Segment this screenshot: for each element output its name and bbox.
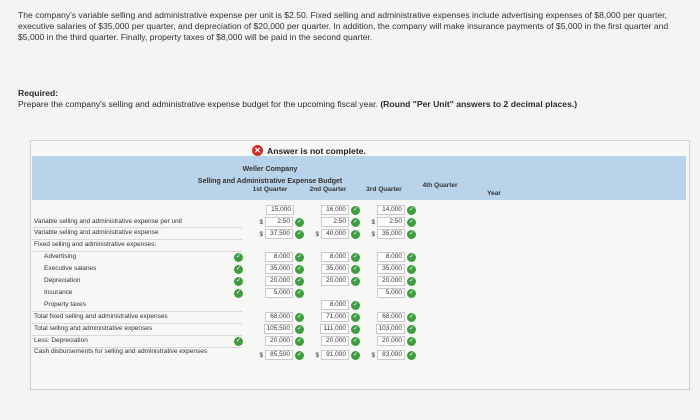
total-q2[interactable]: 111,000 ✓ [300, 324, 360, 334]
check-icon: ✓ [408, 289, 415, 296]
check-icon: ✓ [352, 230, 359, 237]
required-section [18, 88, 683, 110]
units-q1[interactable]: 15,000 [244, 205, 294, 215]
check-icon: ✓ [408, 277, 415, 284]
check-icon: ✓ [352, 277, 359, 284]
col-q2: 2nd Quarter [309, 186, 347, 193]
check-icon: ✓ [408, 206, 415, 213]
row-label-var-exp: Variable selling and administrative expense [34, 229, 159, 236]
units-q3[interactable]: 14,000 ✓ [358, 205, 416, 215]
row-label-fixed-header: Fixed selling and administrative expenses: [34, 241, 157, 248]
depreciation-q2[interactable]: 20,000 ✓ [300, 276, 360, 286]
row-label-property: Property taxes [44, 301, 86, 308]
check-icon: ✓ [296, 253, 303, 260]
check-icon: ✓ [352, 206, 359, 213]
cash-q2[interactable]: $ 91,000 ✓ [315, 351, 359, 359]
row-label-insurance: Insurance [44, 289, 73, 296]
row-label-less-dep: Less: Depreciation [34, 337, 88, 344]
check-icon: ✓ [296, 265, 303, 272]
total-q1[interactable]: 105,500 ✓ [244, 324, 304, 334]
depreciation-q3[interactable]: 20,000 ✓ [358, 276, 416, 286]
less-dep-q3[interactable]: 20,000 ✓ [358, 336, 416, 346]
property-q2[interactable]: 8,000 ✓ [300, 300, 360, 310]
less-dep-q2[interactable]: 20,000 ✓ [300, 336, 360, 346]
answer-status: ✕ Answer is not complete. [252, 145, 366, 156]
col-q1: 1st Quarter [252, 186, 288, 193]
insurance-q3[interactable]: 5,000 ✓ [358, 288, 416, 298]
check-icon: ✓ [408, 253, 415, 260]
row-label-salaries: Executive salaries [44, 265, 97, 272]
row-label-total-fixed: Total fixed selling and administrative expenses [34, 313, 168, 320]
total-fixed-q2[interactable]: 71,000 ✓ [300, 312, 360, 322]
row-label-depreciation: Depreciation [44, 277, 81, 284]
check-icon: ✓ [352, 218, 359, 225]
check-icon: ✓ [296, 218, 303, 225]
check-icon: ✓ [408, 230, 415, 237]
check-icon: ✓ [408, 351, 415, 358]
check-icon: ✓ [352, 265, 359, 272]
check-icon: ✓ [296, 230, 303, 237]
advertising-q3[interactable]: 8,000 ✓ [358, 252, 416, 262]
var-rate-q2[interactable]: 2.50 ✓ [300, 217, 360, 227]
check-icon: ✓ [408, 337, 415, 344]
row-check-icon: ✓ [235, 278, 242, 284]
problem-statement: The company's variable selling and administrative expense per unit is $2.50. Fixed selling and administrative expenses include advertising expenses of $8,000 per quarter, executive salaries of $35,000 per quarter, and depreciation of $20,000 per quarter. In addition, the company will make insurance payments of $5,000 in the first quarter and $5,000 in the third quarter. Finally, property taxes of $8,000 will be paid in the second quarter. [18, 10, 669, 42]
check-icon: ✓ [352, 351, 359, 358]
units-q2[interactable]: 16,000 ✓ [300, 205, 360, 215]
total-fixed-q1[interactable]: 68,000 ✓ [244, 312, 304, 322]
col-year: Year [487, 190, 501, 197]
check-icon: ✓ [352, 301, 359, 308]
required-text: Prepare the company's selling and administrative expense budget for the upcoming fiscal year. (Round "Per Unit" answers to 2 decimal places.) [18, 99, 578, 109]
var-exp-q2[interactable]: $ 40,000 ✓ [315, 230, 359, 238]
salaries-q1[interactable]: 35,000 ✓ [244, 264, 304, 274]
check-icon: ✓ [408, 325, 415, 332]
col-q3: 3rd Quarter [366, 186, 402, 193]
row-check-icon: ✓ [235, 290, 242, 296]
check-icon: ✓ [296, 325, 303, 332]
salaries-q3[interactable]: 35,000 ✓ [358, 264, 416, 274]
check-icon: ✓ [296, 337, 303, 344]
required-title: Required: [18, 88, 59, 98]
check-icon: ✓ [296, 277, 303, 284]
error-x-icon: ✕ [252, 145, 263, 156]
total-q3[interactable]: 103,000 ✓ [358, 324, 416, 334]
company-name: Weller Company [242, 166, 298, 173]
row-check-icon: ✓ [235, 338, 242, 344]
salaries-q2[interactable]: 35,000 ✓ [300, 264, 360, 274]
var-exp-q3[interactable]: $ 35,000 ✓ [371, 230, 415, 238]
var-rate-q1[interactable]: $ 2.50 ✓ [259, 218, 303, 226]
check-icon: ✓ [352, 325, 359, 332]
budget-title: Selling and Administrative Expense Budget [197, 178, 343, 185]
less-dep-q1[interactable]: 20,000 ✓ [244, 336, 304, 346]
var-exp-q1[interactable]: $ 37,500 ✓ [259, 230, 303, 238]
row-label-advertising: Advertising [44, 253, 77, 260]
check-icon: ✓ [352, 253, 359, 260]
var-rate-q3[interactable]: $ 2.50 ✓ [371, 218, 415, 226]
check-icon: ✓ [296, 289, 303, 296]
check-icon: ✓ [408, 313, 415, 320]
check-icon: ✓ [352, 313, 359, 320]
check-icon: ✓ [296, 313, 303, 320]
total-fixed-q3[interactable]: 68,000 ✓ [358, 312, 416, 322]
insurance-q1[interactable]: 5,000 ✓ [244, 288, 304, 298]
row-label-cash: Cash disbursements for selling and administrative expenses [34, 348, 208, 355]
check-icon: ✓ [352, 337, 359, 344]
row-check-icon: ✓ [235, 254, 242, 260]
row-label-var-rate: Variable selling and administrative expense per unit [34, 218, 183, 225]
check-icon: ✓ [296, 351, 303, 358]
cash-q3[interactable]: $ 83,000 ✓ [371, 351, 415, 359]
row-label-total: Total selling and administrative expenses [34, 325, 153, 332]
col-q4: 4th Quarter [422, 182, 458, 189]
cash-q1[interactable]: $ 85,500 ✓ [259, 351, 303, 359]
check-icon: ✓ [408, 218, 415, 225]
advertising-q2[interactable]: 8,000 ✓ [300, 252, 360, 262]
rounding-note: (Round "Per Unit" answers to 2 decimal places.) [380, 99, 578, 109]
advertising-q1[interactable]: 8,000 ✓ [244, 252, 304, 262]
check-icon: ✓ [408, 265, 415, 272]
depreciation-q1[interactable]: 20,000 ✓ [244, 276, 304, 286]
row-check-icon: ✓ [235, 266, 242, 272]
